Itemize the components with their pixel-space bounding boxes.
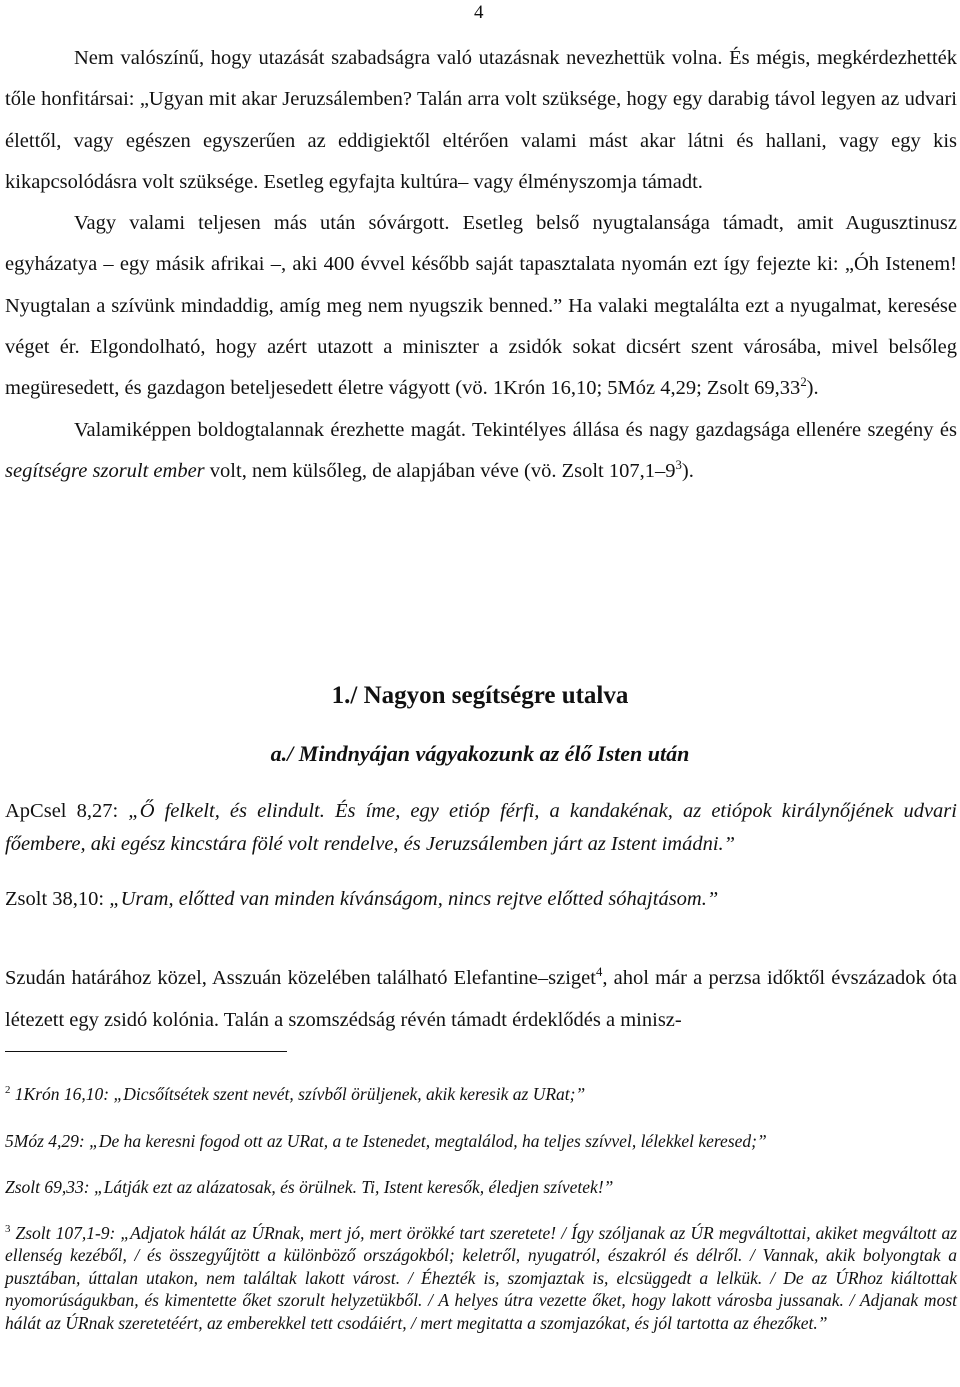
paragraph-2 [5, 203, 957, 409]
footnote-2c [5, 1175, 957, 1200]
quote-2-text: „Uram, előtted van minden kívánságom, nincs rejtve előtted sóhajtásom.” [109, 888, 719, 910]
paragraph-4-text-b: , ahol már a perzsa időktől évszázadok óta létezett egy zsidó kolónia. Talán a szomszédság révén támadt érdeklődés a minisz- [5, 967, 957, 1031]
paragraph-1: Nem valószínű, hogy utazását szabadságra való utazásnak nevezhettük volna. És mégis, megkérdezhették tőle honfitársai: „Ugyan mit akar Jeruzsálemben? Talán arra volt szüksége, hogy egy darabig távol legyen az udvari élettől, vagy egészen egyszerűen az eddigiektől eltérően valami mást akar látni és hallani, vagy egy kis kikapcsolódásra volt szüksége. Esetleg egyfajta kultúra– vagy élményszomja támadt. [5, 47, 957, 193]
quote-block [5, 795, 957, 938]
continuation-paragraph [5, 958, 957, 1041]
paragraph-4-text: Szudán határához közel, Asszuán közelében található Elefantine–sziget [5, 967, 596, 989]
paragraph-3-text: Valamiképpen boldogtalannak érezhette magát. Tekintélyes állása és nagy gazdagsága ellenére szegény és [74, 418, 957, 441]
paragraph-2-text: Vagy valami teljesen más után sóvárgott. Esetleg belső nyugtalansága támadt, amit Augusztinusz egyházatya – egy másik afrikai –, aki 400 évvel később saját tapasztalata nyomán ezt így fejezte ki: „Óh Istenem! Nyugtalan a szívünk mindaddig, amíg meg nem nyugszik benned.” Ha valaki megtalálta ezt a nyugalmat, keresése véget ér. Elgondolható, hogy azért utazott a miniszter a zsidók sokat dicsért szent városába, mivel belsőleg megüresedett, és gazdagon beteljesedett életre vágyott (vö. 1Krón 16,10; 5Móz 4,29; Zsolt 69,33 [5, 212, 957, 400]
section-heading: 1./ Nagyon segítségre utalva [331, 682, 629, 709]
paragraph-3-emphasis: segítségre szorult ember [5, 459, 205, 482]
paragraph-3-end: ). [681, 459, 694, 482]
footnotes [5, 1082, 957, 1356]
footnote-2a [5, 1082, 957, 1107]
paragraph-2-end: ). [806, 377, 819, 400]
subsection-heading: a./ Mindnyájan vágyakozunk az élő Isten után [270, 741, 690, 766]
quote-2-ref: Zsolt 38,10: [5, 888, 110, 910]
quote-2 [5, 883, 957, 916]
footnote-3 [5, 1222, 957, 1335]
quote-1-ref: ApCsel 8,27: [5, 800, 129, 822]
footnote-2a-text: 1Krón 16,10: „Dicsőítsétek szent nevét, szívből örüljenek, akik keresik az URat;” [14, 1084, 586, 1104]
footnote-2b-text: 5Móz 4,29: „De ha keresni fogod ott az URat, a te Istenedet, megtalálod, ha teljes szívvel, lélekkel keresed;” [5, 1130, 767, 1151]
footnote-ref-3[interactable]: 3 [675, 458, 682, 473]
footnote-3-text: Zsolt 107,1-9: „Adjatok hálát az ÚRnak, mert jó, mert örökké tart szeretete! / Így szóljanak az ÚR megváltottai, akiket megváltott az ellenség kezéből, / és összegyűjtött a különböző országokból; keletről, nyugatról, északról és délről. / Vannak, akik bolyongtak a pusztában, úttalan utakon, nem találtak lakott várost. / Éhezték is, szomjaztak is, elcsüggedt a lelkük. / De az ÚRhoz kiáltottak nyomorúságukban, és kimentette őket szorult helyzetükből. / A helyes útra vezette őket, hogy lakott városba jussanak. / Adjanak most hálát az ÚRnak szeretetéért, az emberekkel tett csodáiért, / mert megitatta a szomjazókat, és jól tartotta az éhezőket.” [5, 1222, 958, 1333]
footnote-mark-3: 3 [5, 1222, 11, 1235]
footnote-divider [5, 1051, 287, 1052]
body-text [5, 38, 957, 492]
paragraph-3-text-b: volt, nem külsőleg, de alapjában véve (vö. Zsolt 107,1–9 [204, 459, 676, 482]
footnote-2c-text: Zsolt 69,33: „Látják ezt az alázatosak, és örülnek. Ti, Istent keresők, éledjen szívetek!” [5, 1177, 614, 1197]
page-number: 4 [474, 2, 484, 23]
footnote-mark-2: 2 [5, 1084, 11, 1097]
footnote-ref-2[interactable]: 2 [800, 375, 807, 390]
paragraph-3 [5, 410, 957, 493]
quote-1 [5, 795, 957, 861]
quote-1-text: „Ő felkelt, és elindult. És íme, egy etióp férfi, a kandakénak, az etiópok királynőjének udvari főembere, aki egész kincstára fölé volt rendelve, és Jeruzsálemben járt az Istent imádni.” [5, 800, 957, 855]
paragraph-4 [5, 958, 957, 1041]
footnote-2b [5, 1129, 957, 1154]
footnote-ref-4[interactable]: 4 [595, 965, 603, 980]
